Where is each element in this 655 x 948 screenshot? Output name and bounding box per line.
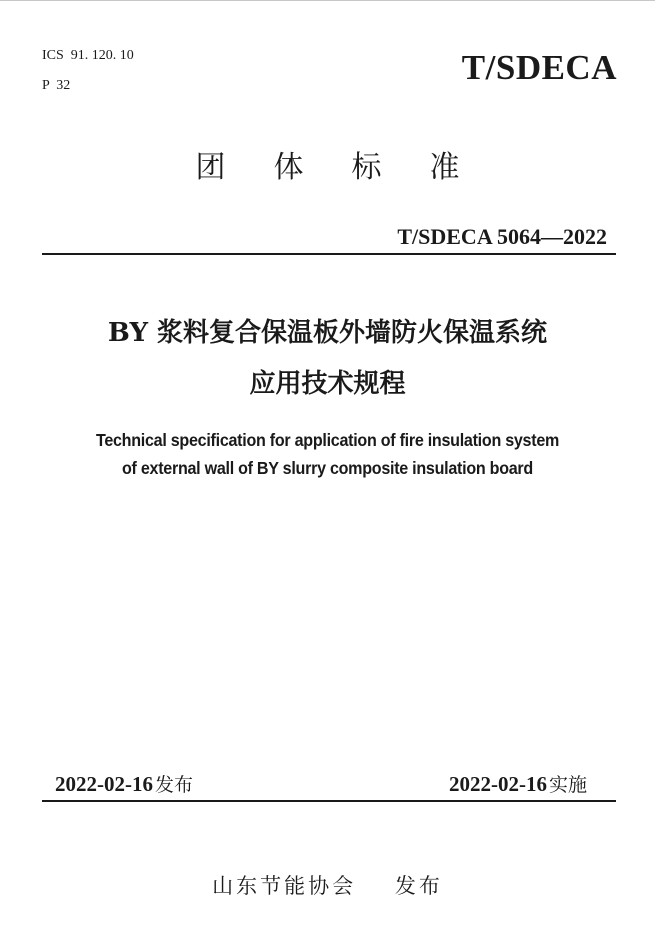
- brand-mark: T/SDECA: [461, 48, 617, 87]
- title-en-line2: of external wall of BY slurry composite insulation board: [121, 458, 533, 478]
- publish-date: [55, 770, 193, 797]
- implement-date: [449, 770, 587, 797]
- ics-code: ICS 91. 120. 10: [42, 48, 134, 63]
- title-en-line1: Technical specification for application of fire insulation system: [95, 430, 560, 450]
- document-type: 团体标准: [195, 150, 508, 185]
- publisher: 山东节能协会 发布: [212, 874, 443, 898]
- standard-number: T/SDECA 5064—2022: [397, 224, 607, 249]
- title-zh-line1: BY 浆料复合保温板外墙防火保温系统: [107, 318, 548, 348]
- publish-date-label: 发布: [155, 774, 194, 796]
- classification-code: P 32: [42, 78, 71, 93]
- header-divider: [42, 253, 616, 255]
- publish-date-value: 2022-02-16: [55, 772, 153, 796]
- top-border: [0, 0, 655, 1]
- footer-divider: [42, 800, 616, 802]
- implement-date-value: 2022-02-16: [448, 772, 547, 796]
- implement-date-label: 实施: [548, 774, 587, 796]
- title-zh-line2: 应用技术规程: [249, 369, 406, 399]
